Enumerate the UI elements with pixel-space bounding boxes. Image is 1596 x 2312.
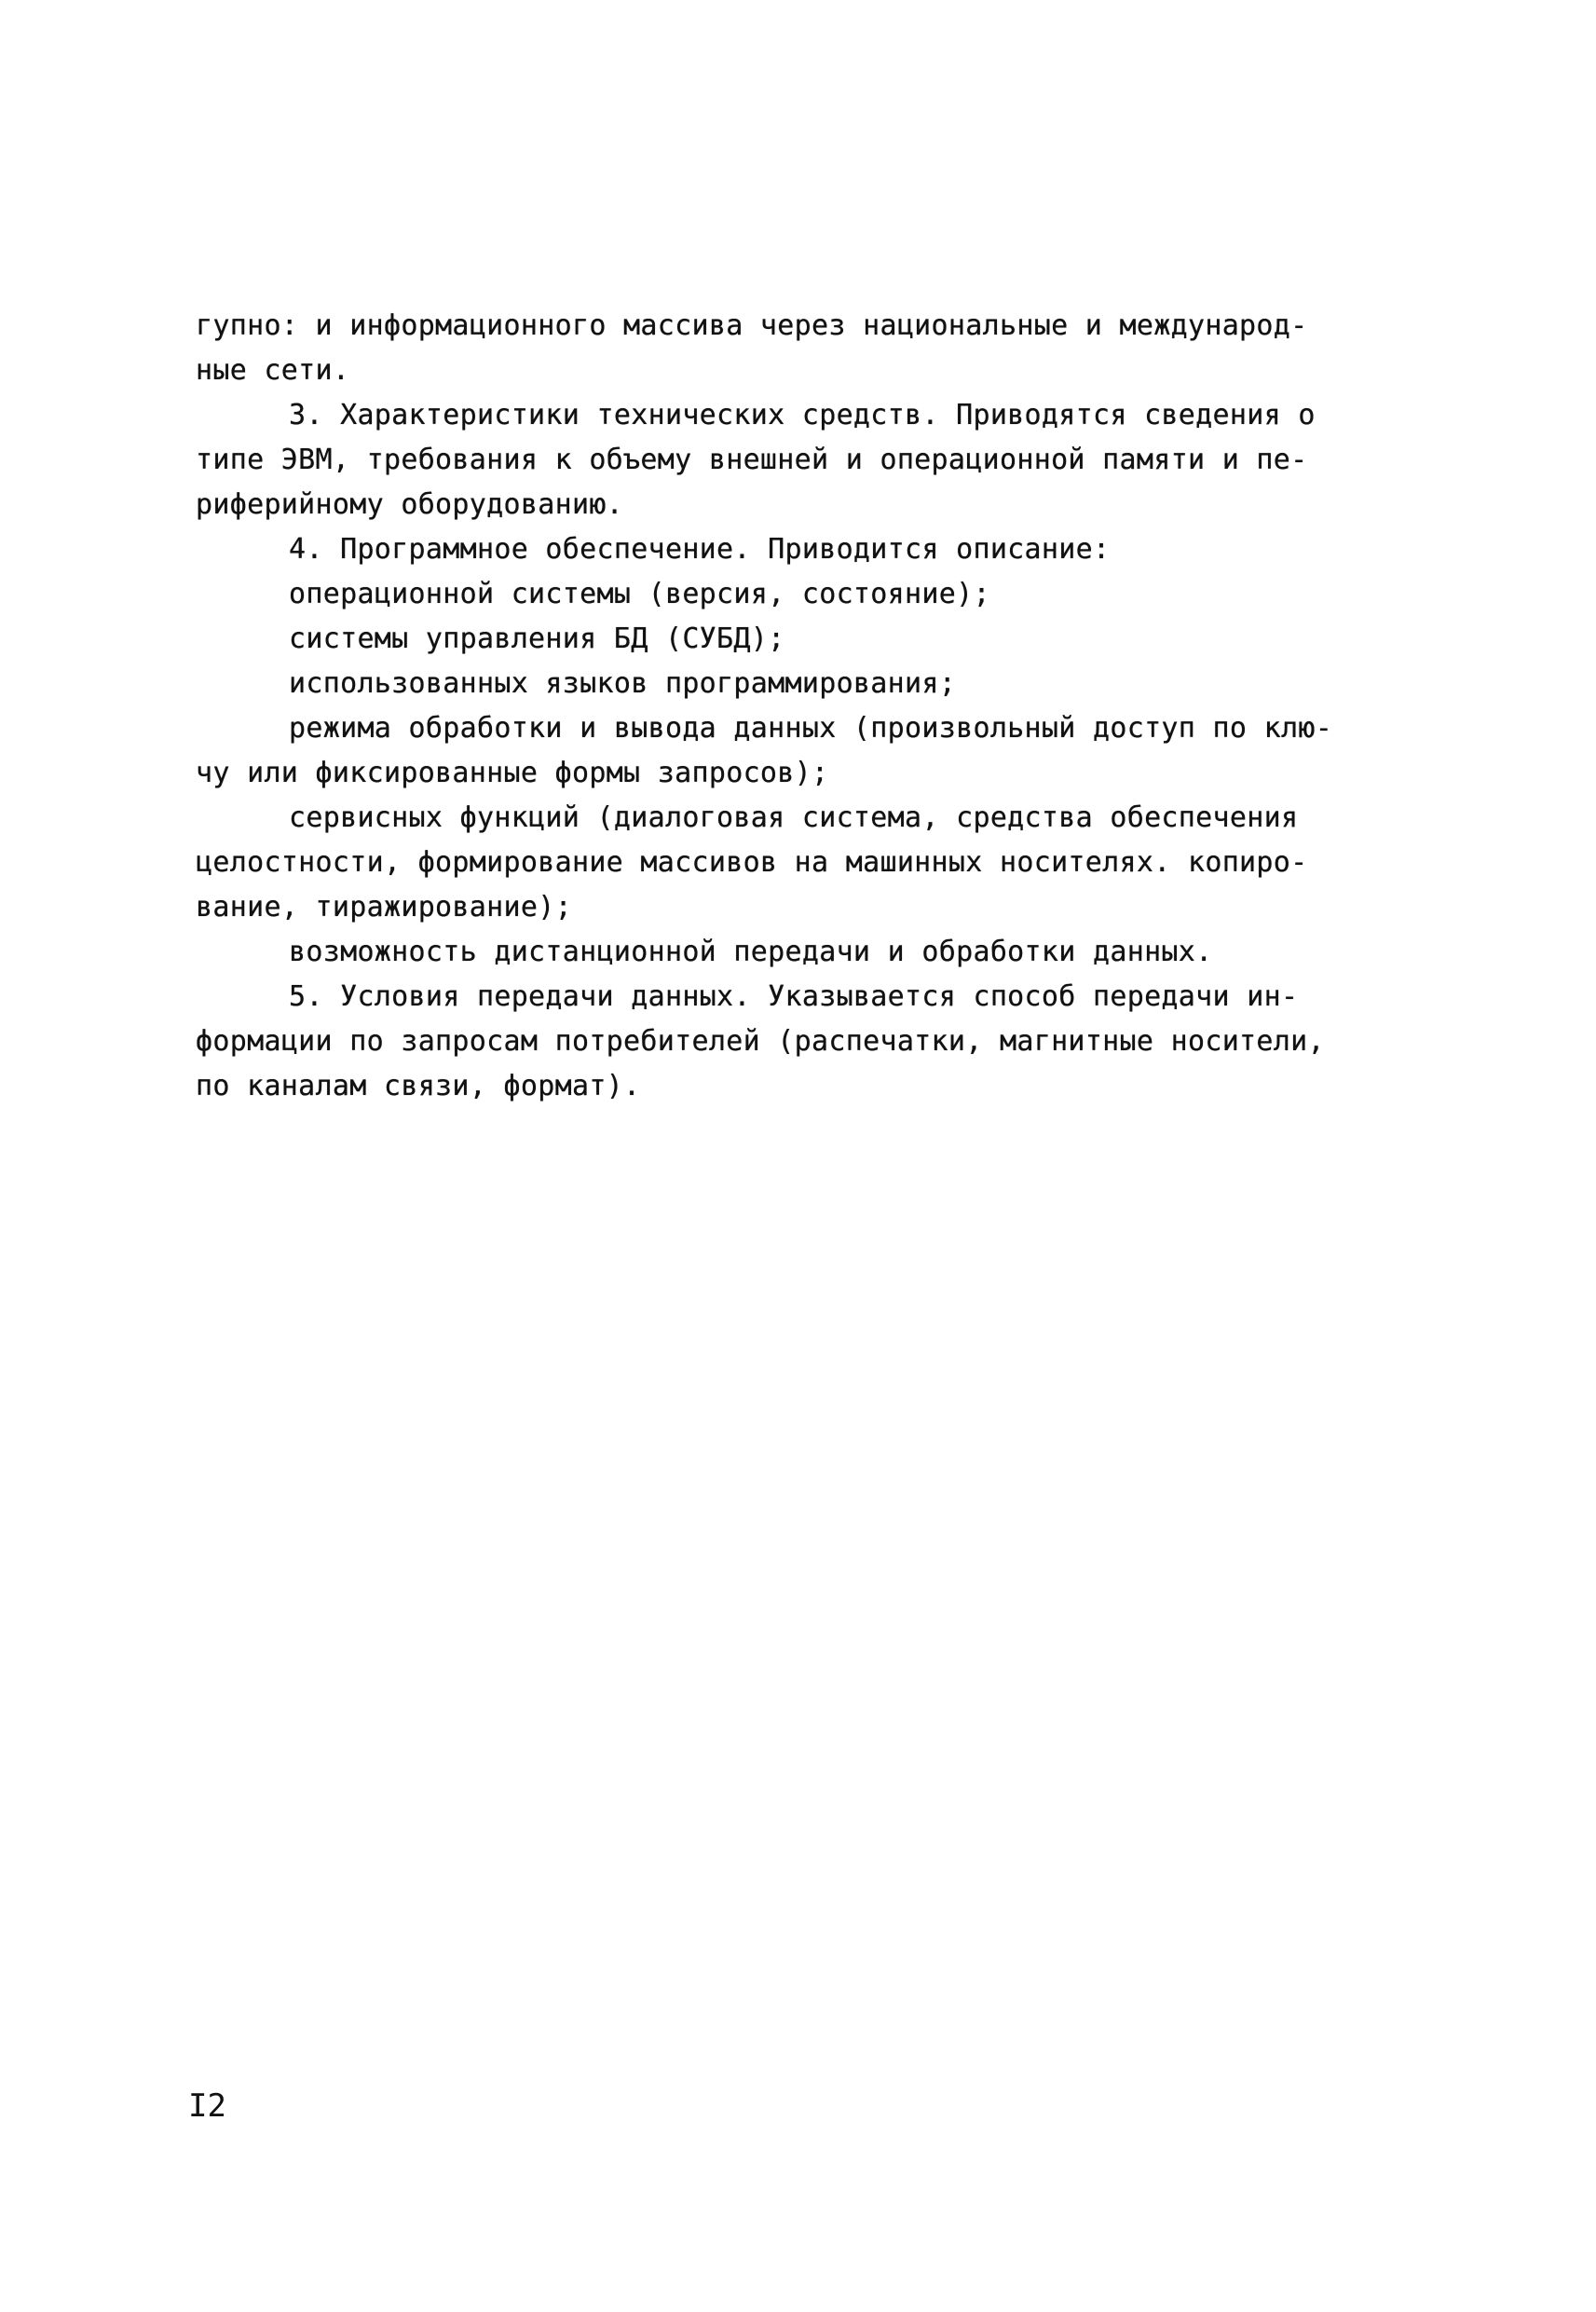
text-line: риферийному оборудованию. [196,488,624,521]
text-line: целостности, формирование массивов на машинных носителях. копиро- [196,846,1308,879]
text-line: операционной системы (версия, состояние); [289,578,990,610]
text-line: сервисных функций (диалоговая система, средства обеспечения [289,801,1299,834]
text-line: по каналам связи, формат). [196,1070,641,1102]
text-line: 3. Характеристики технических средств. Приводятся сведения о [289,399,1316,431]
text-line: типе ЭВМ, требования к объему внешней и операционной памяти и пе- [196,444,1308,476]
text-line: ные сети. [196,354,350,387]
text-line: возможность дистанционной передачи и обработки данных. [289,936,1213,968]
text-line: чу или фиксированные формы запросов); [196,757,829,789]
text-line: формации по запросам потребителей (распечатки, магнитные носители, [196,1025,1325,1058]
text-line: вание, тиражирование); [196,891,572,923]
page-number: I2 [188,2087,226,2125]
text-line: системы управления БД (СУБД); [289,622,785,655]
text-line: использованных языков программирования; [289,667,957,700]
text-line: режима обработки и вывода данных (произвольный доступ по клю- [289,712,1333,745]
text-line: гупно: и информационного массива через национальные и международ- [196,309,1308,342]
text-line: 5. Условия передачи данных. Указывается способ передачи ин- [289,980,1299,1013]
text-line: 4. Программное обеспечение. Приводится описание: [289,533,1111,566]
